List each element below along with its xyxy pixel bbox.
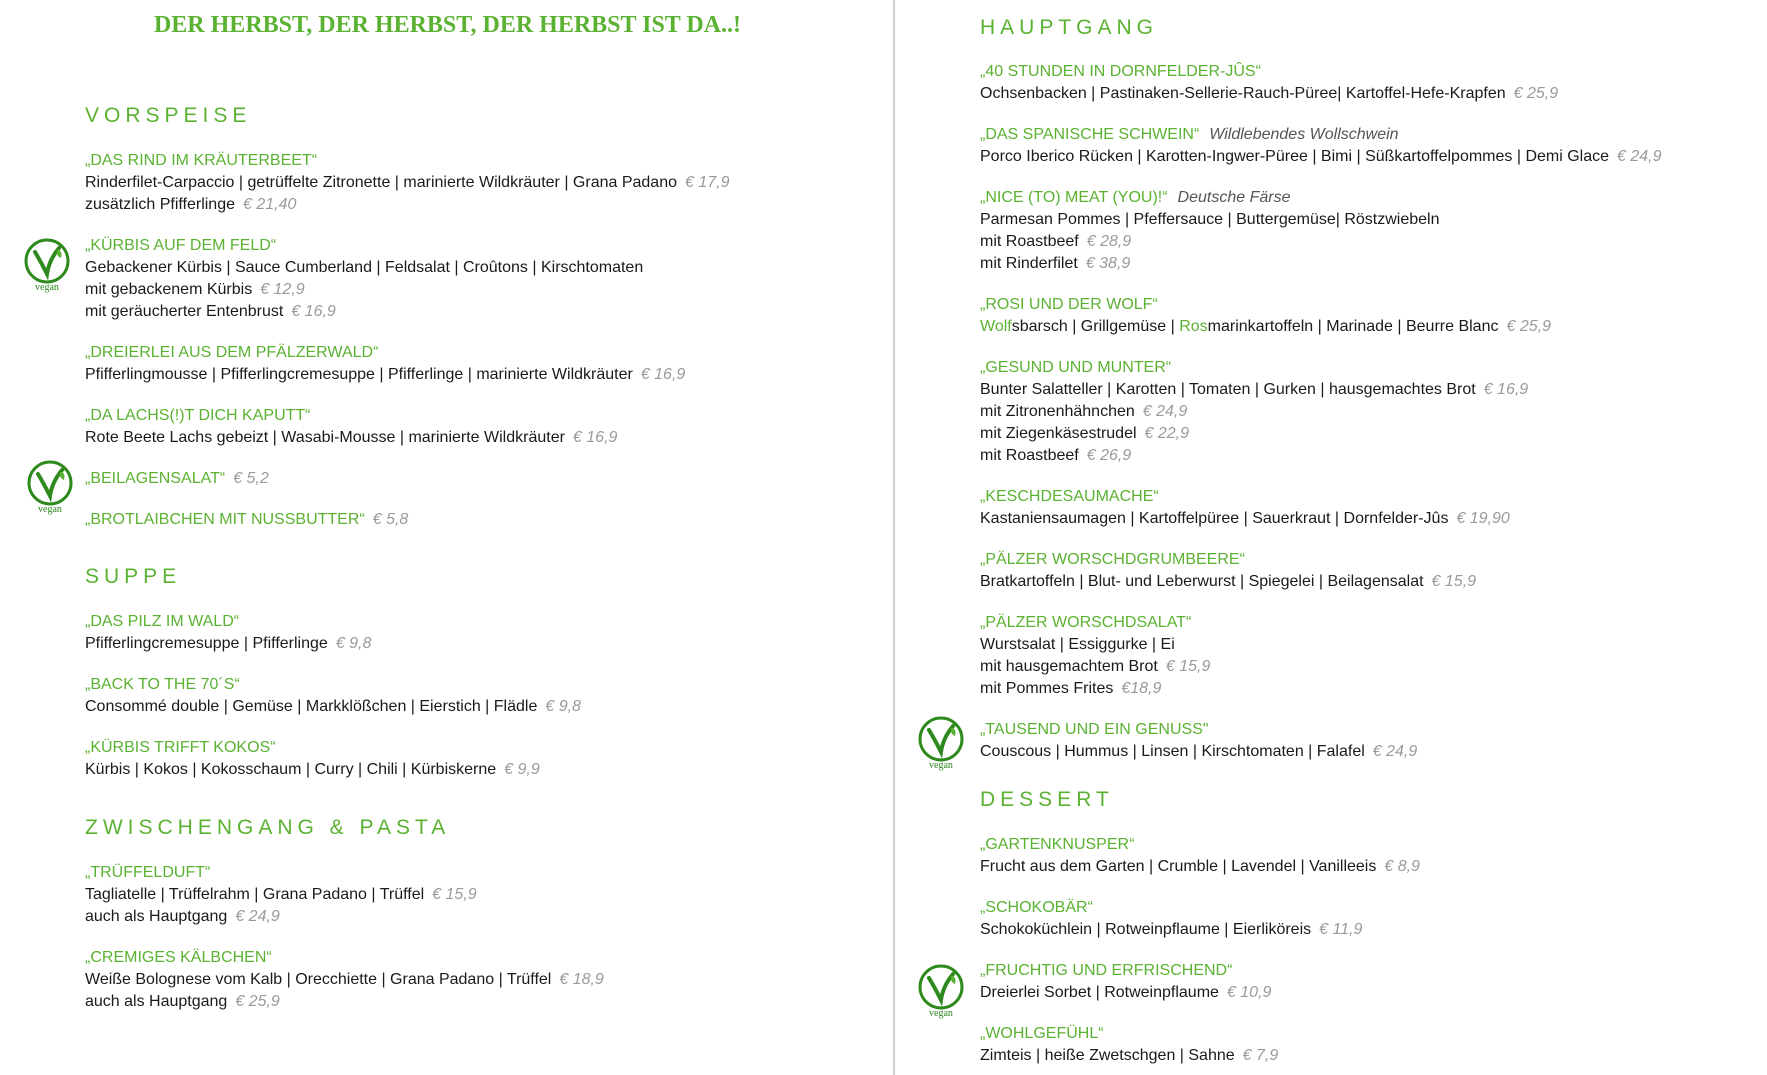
dish-trueffelduft xyxy=(85,862,604,928)
dish-description: Rote Beete Lachs gebeizt | Wasabi-Mousse | marinierte Wildkräuter € 16,9 xyxy=(85,429,618,446)
dish-description: Bunter Salatteller | Karotten | Tomaten | Gurken | hausgemachtes Brot € 16,9 xyxy=(980,381,1529,398)
dish-description: Kastaniensaumagen | Kartoffelpüree | Sauerkraut | Dornfelder-Jûs € 19,90 xyxy=(980,510,1510,527)
dish-option: zusätzlich Pfifferlinge € 21,40 xyxy=(85,196,297,213)
dish-option: mit hausgemachtem Brot € 15,9 xyxy=(980,658,1211,675)
vegan-label: vegan xyxy=(35,282,59,293)
suppe-list xyxy=(85,611,581,781)
dish-description: Rinderfilet-Carpaccio | getrüffelte Zitronette | marinierte Wildkräuter | Grana Padano € 17,9 xyxy=(85,174,730,191)
dish-name: „BROTLAIBCHEN MIT NUSSBUTTER“ € 5,8 xyxy=(85,511,409,528)
dish-description: Wolfsbarsch | Grillgemüse | Rosmarinkartoffeln | Marinade | Beurre Blanc € 25,9 xyxy=(980,318,1551,335)
vegan-label: vegan xyxy=(929,1008,953,1019)
price: € 16,9 xyxy=(640,366,686,383)
price: € 16,9 xyxy=(572,429,618,446)
price: € 24,9 xyxy=(235,908,280,925)
price: € 18,9 xyxy=(559,971,604,988)
dish-description: Tagliatelle | Trüffelrahm | Grana Padano | Trüffel € 15,9 xyxy=(85,886,477,903)
price: € 24,9 xyxy=(1142,403,1188,420)
dish-name: „SCHOKOBÄR“ xyxy=(980,899,1093,916)
price: € 8,9 xyxy=(1384,858,1420,875)
dish-name: „FRUCHTIG UND ERFRISCHEND“ xyxy=(980,962,1233,979)
dish-tausend-und-ein-genuss xyxy=(980,719,1662,763)
dish-description: Gebackener Kürbis | Sauce Cumberland | Feldsalat | Croûtons | Kirschtomaten xyxy=(85,259,644,276)
vorspeise-list xyxy=(85,150,729,531)
dish-gesund-und-munter xyxy=(980,357,1662,467)
dish-option: mit Roastbeef € 26,9 xyxy=(980,447,1132,464)
price: € 24,9 xyxy=(1372,743,1418,760)
dish-fruchtig-erfrischend xyxy=(980,960,1420,1004)
dish-option: mit Zitronenhähnchen € 24,9 xyxy=(980,403,1188,420)
dish-description: Pfifferlingmousse | Pfifferlingcremesuppe | Pfifferlinge | marinierte Wildkräuter € 16,9 xyxy=(85,366,686,383)
dish-schokobaer xyxy=(980,897,1420,941)
section-title-hauptgang: HAUPTGANG xyxy=(980,16,1159,39)
price: € 16,9 xyxy=(291,303,336,320)
dish-beilagensalat xyxy=(85,468,729,490)
dish-description: Pfifferlingcremesuppe | Pfifferlinge € 9,8 xyxy=(85,635,372,652)
price: € 15,9 xyxy=(1431,573,1477,590)
dish-description: Frucht aus dem Garten | Crumble | Lavendel | Vanilleeis € 8,9 xyxy=(980,858,1420,875)
dish-dreierlei xyxy=(85,342,729,386)
dish-description: Couscous | Hummus | Linsen | Kirschtomaten | Falafel € 24,9 xyxy=(980,743,1418,760)
price: € 11,9 xyxy=(1319,921,1363,938)
dish-kuerbis-kokos xyxy=(85,737,581,781)
dish-name: „GESUND UND MUNTER“ xyxy=(980,359,1172,376)
dish-description: Consommé double | Gemüse | Markklößchen | Eierstich | Flädle € 9,8 xyxy=(85,698,581,715)
dish-option: mit geräucherter Entenbrust € 16,9 xyxy=(85,303,336,320)
price: € 5,8 xyxy=(372,511,409,528)
price: € 21,40 xyxy=(243,196,297,213)
dish-gartenknusper xyxy=(980,834,1420,878)
dish-option: mit Rinderfilet € 38,9 xyxy=(980,255,1131,272)
dish-das-rind xyxy=(85,150,729,216)
vegan-icon xyxy=(19,238,75,298)
dish-description: Wurstsalat | Essiggurke | Ei xyxy=(980,636,1175,653)
dish-name: „DA LACHS(!)T DICH KAPUTT“ xyxy=(85,407,311,424)
dish-name: „DAS RIND IM KRÄUTERBEET“ xyxy=(85,152,318,169)
dish-name: „DREIERLEI AUS DEM PFÄLZERWALD“ xyxy=(85,344,379,361)
zwischengang-list xyxy=(85,862,604,1013)
price: € 15,9 xyxy=(1165,658,1211,675)
dish-name: „DAS PILZ IM WALD“ xyxy=(85,613,240,630)
dish-name: „CREMIGES KÄLBCHEN“ xyxy=(85,949,272,966)
price: € 22,9 xyxy=(1144,425,1189,442)
dish-option: mit Ziegenkäsestrudel € 22,9 xyxy=(980,425,1189,442)
dish-name: „WOHLGEFÜHL“ xyxy=(980,1025,1104,1042)
dish-rosi-und-der-wolf xyxy=(980,294,1662,338)
vegan-icon xyxy=(913,964,969,1024)
dish-name: „TRÜFFELDUFT“ xyxy=(85,864,211,881)
dish-name: „GARTENKNUSPER“ xyxy=(980,836,1135,853)
dish-name: „40 STUNDEN IN DORNFELDER-JÛS“ xyxy=(980,63,1261,80)
dish-da-lachst xyxy=(85,405,729,449)
hauptgang-list xyxy=(980,61,1662,763)
section-title-dessert: DESSERT xyxy=(980,788,1114,811)
dish-das-pilz xyxy=(85,611,581,655)
dish-name: „TAUSEND UND EIN GENUSS" xyxy=(980,721,1209,738)
price: € 28,9 xyxy=(1086,233,1132,250)
dish-description: Ochsenbacken | Pastinaken-Sellerie-Rauch-Püree| Kartoffel-Hefe-Krapfen € 25,9 xyxy=(980,85,1559,102)
vegan-label: vegan xyxy=(38,504,62,515)
dish-description: Bratkartoffeln | Blut- und Leberwurst | Spiegelei | Beilagensalat € 15,9 xyxy=(980,573,1477,590)
price: € 25,9 xyxy=(235,993,280,1010)
dish-name: „BEILAGENSALAT“ € 5,2 xyxy=(85,470,269,487)
price: € 7,9 xyxy=(1242,1047,1279,1064)
dish-cremiges-kaelbchen xyxy=(85,947,604,1013)
price: € 24,9 xyxy=(1617,148,1662,165)
price: € 38,9 xyxy=(1085,255,1131,272)
dish-note: Deutsche Färse xyxy=(1177,189,1291,206)
dish-option: auch als Hauptgang € 24,9 xyxy=(85,908,280,925)
dish-brotlaibchen xyxy=(85,509,729,531)
dish-option: mit Pommes Frites €18,9 xyxy=(980,680,1162,697)
dish-keschdesaumache xyxy=(980,486,1662,530)
dish-option: mit gebackenem Kürbis € 12,9 xyxy=(85,281,305,298)
price: €18,9 xyxy=(1121,680,1162,697)
price: € 9,8 xyxy=(545,698,581,715)
dish-description: Parmesan Pommes | Pfeffersauce | Buttergemüse| Röstzwiebeln xyxy=(980,211,1440,228)
price: € 16,9 xyxy=(1483,381,1529,398)
price: € 15,9 xyxy=(432,886,477,903)
price: € 25,9 xyxy=(1506,318,1551,335)
price: € 10,9 xyxy=(1226,984,1272,1001)
dish-name: „KESCHDESAUMACHE“ xyxy=(980,488,1159,505)
dish-description: Porco Iberico Rücken | Karotten-Ingwer-Püree | Bimi | Süßkartoffelpommes | Demi Glace € 24,9 xyxy=(980,148,1662,165)
dish-option: auch als Hauptgang € 25,9 xyxy=(85,993,280,1010)
price: € 17,9 xyxy=(685,174,730,191)
price: € 19,90 xyxy=(1456,510,1510,527)
section-title-vorspeise: VORSPEISE xyxy=(85,104,252,127)
page-title: DER HERBST, DER HERBST, DER HERBST IST DA..! xyxy=(153,12,742,38)
column-divider xyxy=(893,0,895,1075)
dish-paelzer-worschdsalat xyxy=(980,612,1662,700)
dish-nice-to-meat xyxy=(980,187,1662,275)
price: € 26,9 xyxy=(1086,447,1132,464)
vegan-label: vegan xyxy=(929,760,953,771)
vegan-icon xyxy=(22,460,78,520)
dish-name: „DAS SPANISCHE SCHWEIN“ Wildlebendes Wollschwein xyxy=(980,126,1399,143)
dish-name: „KÜRBIS TRIFFT KOKOS“ xyxy=(85,739,276,756)
dish-wohlgefuehl xyxy=(980,1023,1420,1067)
dish-40-stunden xyxy=(980,61,1662,105)
dish-name: „NICE (TO) MEAT (YOU)!“ Deutsche Färse xyxy=(980,189,1291,206)
dish-description: Dreierlei Sorbet | Rotweinpflaume € 10,9 xyxy=(980,984,1272,1001)
dish-name: „PÄLZER WORSCHDSALAT“ xyxy=(980,614,1192,631)
dish-name: „PÄLZER WORSCHDGRUMBEERE“ xyxy=(980,551,1245,568)
vegan-icon xyxy=(913,716,969,776)
price: € 25,9 xyxy=(1513,85,1559,102)
dish-option: mit Roastbeef € 28,9 xyxy=(980,233,1132,250)
dish-description: Schokoküchlein | Rotweinpflaume | Eierliköreis € 11,9 xyxy=(980,921,1363,938)
dish-description: Kürbis | Kokos | Kokosschaum | Curry | Chili | Kürbiskerne € 9,9 xyxy=(85,761,540,778)
dish-kuerbis-feld xyxy=(85,235,729,323)
section-title-suppe: SUPPE xyxy=(85,565,182,588)
price: € 9,8 xyxy=(335,635,372,652)
dish-name: „ROSI UND DER WOLF“ xyxy=(980,296,1158,313)
dish-note: Wildlebendes Wollschwein xyxy=(1209,126,1399,143)
dish-back-to-70s xyxy=(85,674,581,718)
dish-description: Zimteis | heiße Zwetschgen | Sahne € 7,9 xyxy=(980,1047,1279,1064)
dessert-list xyxy=(980,834,1420,1067)
dish-paelzer-worschdgrumbeere xyxy=(980,549,1662,593)
dish-name: „KÜRBIS AUF DEM FELD“ xyxy=(85,237,277,254)
price: € 12,9 xyxy=(260,281,305,298)
dish-spanische-schwein xyxy=(980,124,1662,168)
dish-description: Weiße Bolognese vom Kalb | Orecchiette | Grana Padano | Trüffel € 18,9 xyxy=(85,971,604,988)
price: € 9,9 xyxy=(504,761,540,778)
dish-name: „BACK TO THE 70´S“ xyxy=(85,676,240,693)
section-title-zwischengang: ZWISCHENGANG & PASTA xyxy=(85,816,451,839)
price: € 5,2 xyxy=(233,470,269,487)
